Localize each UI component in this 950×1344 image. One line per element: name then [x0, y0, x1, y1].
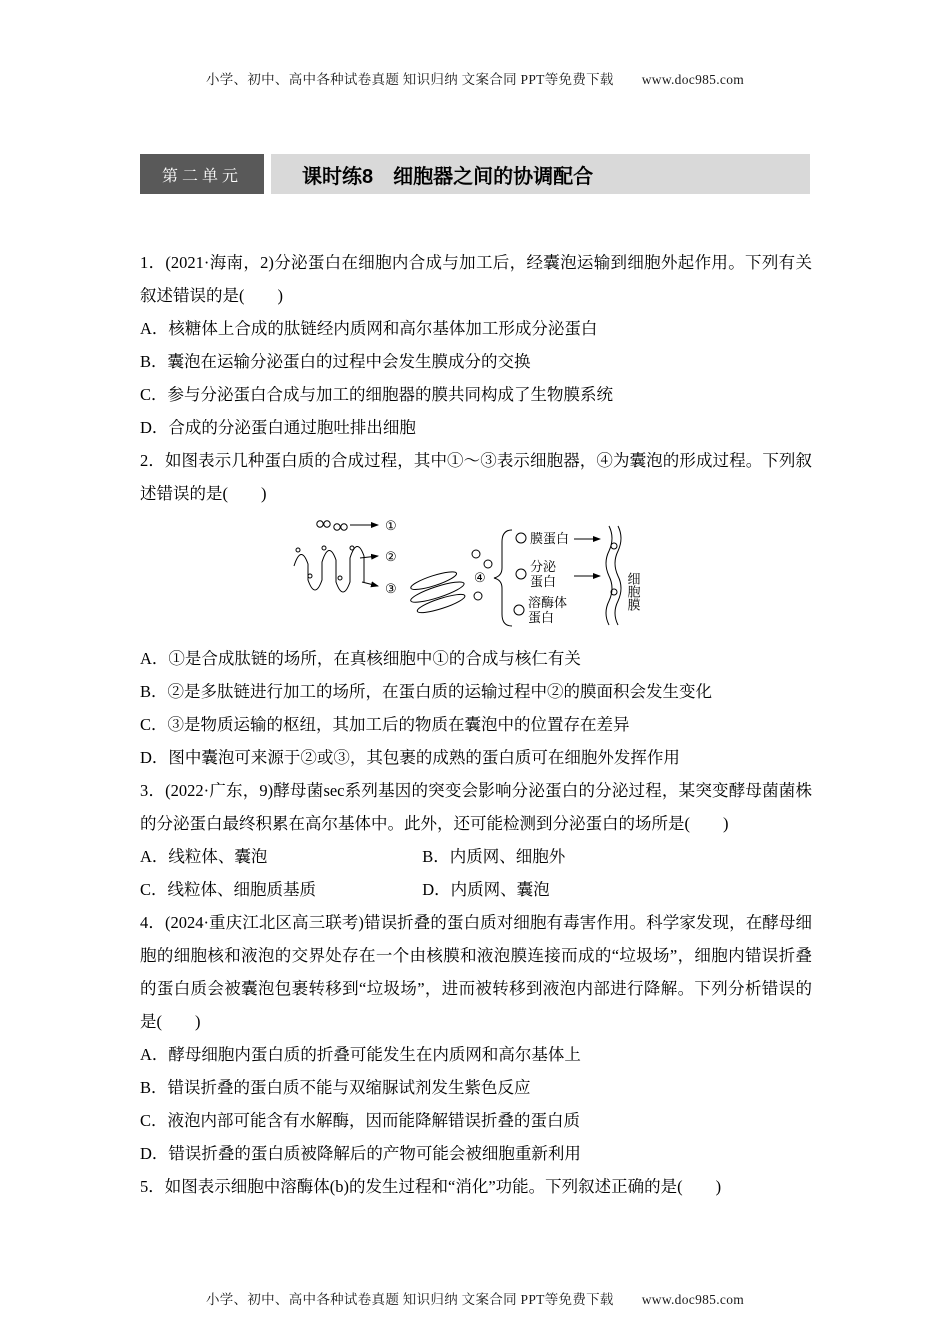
membrane-protein-label: 膜蛋白 [530, 531, 570, 546]
question-3-stem: 3．(2022·广东，9)酵母菌sec系列基因的突变会影响分泌蛋白的分泌过程，某突变酵母菌菌株的分泌蛋白最终积累在高尔基体中。此外，还可能检测到分泌蛋白的场所是( ) [140, 781, 812, 833]
question-3-options-row-1 [140, 840, 812, 873]
golgi-apparatus-icon [405, 567, 469, 617]
diagram-label-3: ③ [385, 581, 397, 596]
question-2-option-a: A．①是合成肽链的场所，在真核细胞中①的合成与核仁有关 [140, 649, 581, 668]
question-2-option-b: B．②是多肽链进行加工的场所，在蛋白质的运输过程中②的膜面积会发生变化 [140, 682, 713, 701]
diagram-label-4: ④ [474, 570, 486, 585]
title-banner [140, 150, 810, 196]
page-header-watermark [0, 68, 950, 88]
lysosome-protein-label-line1: 溶酶体 [528, 595, 568, 610]
question-3-option-d: D．内质网、囊泡 [422, 880, 550, 899]
question-3-option-a: A．线粒体、囊泡 [140, 847, 268, 866]
secretory-protein-label-line1: 分泌 [530, 559, 557, 574]
q2-diagram-svg [288, 514, 648, 636]
question-1-option-a: A．核糖体上合成的肽链经内质网和高尔基体加工形成分泌蛋白 [140, 319, 598, 338]
question-2 [140, 444, 812, 774]
question-1-option-b: B．囊泡在运输分泌蛋白的过程中会发生膜成分的交换 [140, 352, 531, 371]
question-4-option-d: D．错误折叠的蛋白质被降解后的产物可能会被细胞重新利用 [140, 1144, 581, 1163]
question-4 [140, 906, 812, 1170]
question-1-option-c: C．参与分泌蛋白合成与加工的细胞器的膜共同构成了生物膜系统 [140, 385, 614, 404]
secretory-protein-label-line2: 蛋白 [530, 574, 557, 589]
protein-vesicle-icons [514, 533, 526, 615]
question-3-options-row-2 [140, 873, 812, 906]
unit-label: 第二单元 [140, 154, 264, 194]
question-5 [140, 1170, 812, 1203]
question-1 [140, 246, 812, 444]
question-1-option-d: D．合成的分泌蛋白通过胞吐排出细胞 [140, 418, 416, 437]
lysosome-protein-label-line2: 蛋白 [528, 610, 555, 625]
question-4-option-a: A．酵母细胞内蛋白质的折叠可能发生在内质网和高尔基体上 [140, 1045, 581, 1064]
arrow-to-label-2 [360, 556, 378, 558]
worksheet-body [140, 246, 812, 1203]
question-4-stem: 4．(2024·重庆江北区高三联考)错误折叠的蛋白质对细胞有毒害作用。科学家发现，在酵母细胞的细胞核和液泡的交界处存在一个由核膜和液泡膜连接而成的“垃圾场”，细胞内错误折叠的蛋白质会被囊泡包裹转移到“垃圾场”，进而被转移到液泡内部进行降解。下列分析错误的是( ) [140, 913, 812, 1031]
question-4-option-b: B．错误折叠的蛋白质不能与双缩脲试剂发生紫色反应 [140, 1078, 531, 1097]
question-3-option-b: B．内质网、细胞外 [422, 847, 566, 866]
arrow-to-label-3 [362, 582, 378, 586]
page-footer-watermark [0, 1288, 950, 1308]
question-1-stem: 1．(2021·海南，2)分泌蛋白在细胞内合成与加工后，经囊泡运输到细胞外起作用。下列有关叙述错误的是( ) [140, 253, 812, 305]
question-2-option-d: D．图中囊泡可来源于②或③，其包裹的成熟的蛋白质可在细胞外发挥作用 [140, 748, 680, 767]
footer-text: 小学、初中、高中各种试卷真题 知识归纳 文案合同 PPT等免费下载 [205, 1292, 614, 1307]
question-2-option-c: C．③是物质运输的枢纽，其加工后的物质在囊泡中的位置存在差异 [140, 715, 630, 734]
header-text: 小学、初中、高中各种试卷真题 知识归纳 文案合同 PPT等免费下载 [205, 72, 614, 87]
diagram-label-2: ② [385, 549, 397, 564]
footer-url: www.doc985.com [641, 1292, 745, 1307]
ribosomes-icon [317, 521, 347, 530]
diagram-label-1: ① [385, 518, 397, 533]
endoplasmic-reticulum-icon [294, 546, 364, 592]
cell-membrane-label: 细胞膜 [625, 572, 641, 611]
question-5-stem: 5．如图表示细胞中溶酶体(b)的发生过程和“消化”功能。下列叙述正确的是( ) [140, 1177, 722, 1196]
page-title: 课时练8 细胞器之间的协调配合 [302, 165, 594, 188]
question-3 [140, 774, 812, 906]
question-3-option-c: C．线粒体、细胞质基质 [140, 880, 317, 899]
cell-membrane-icon [606, 526, 621, 625]
brace-icon [494, 530, 512, 626]
question-2-stem: 2．如图表示几种蛋白质的合成过程，其中①～③表示细胞器，④为囊泡的形成过程。下列叙述错误的是( ) [140, 451, 812, 503]
question-4-option-c: C．液泡内部可能含有水解酶，因而能降解错误折叠的蛋白质 [140, 1111, 581, 1130]
q2-protein-synthesis-diagram [288, 514, 812, 638]
header-url: www.doc985.com [641, 72, 745, 87]
